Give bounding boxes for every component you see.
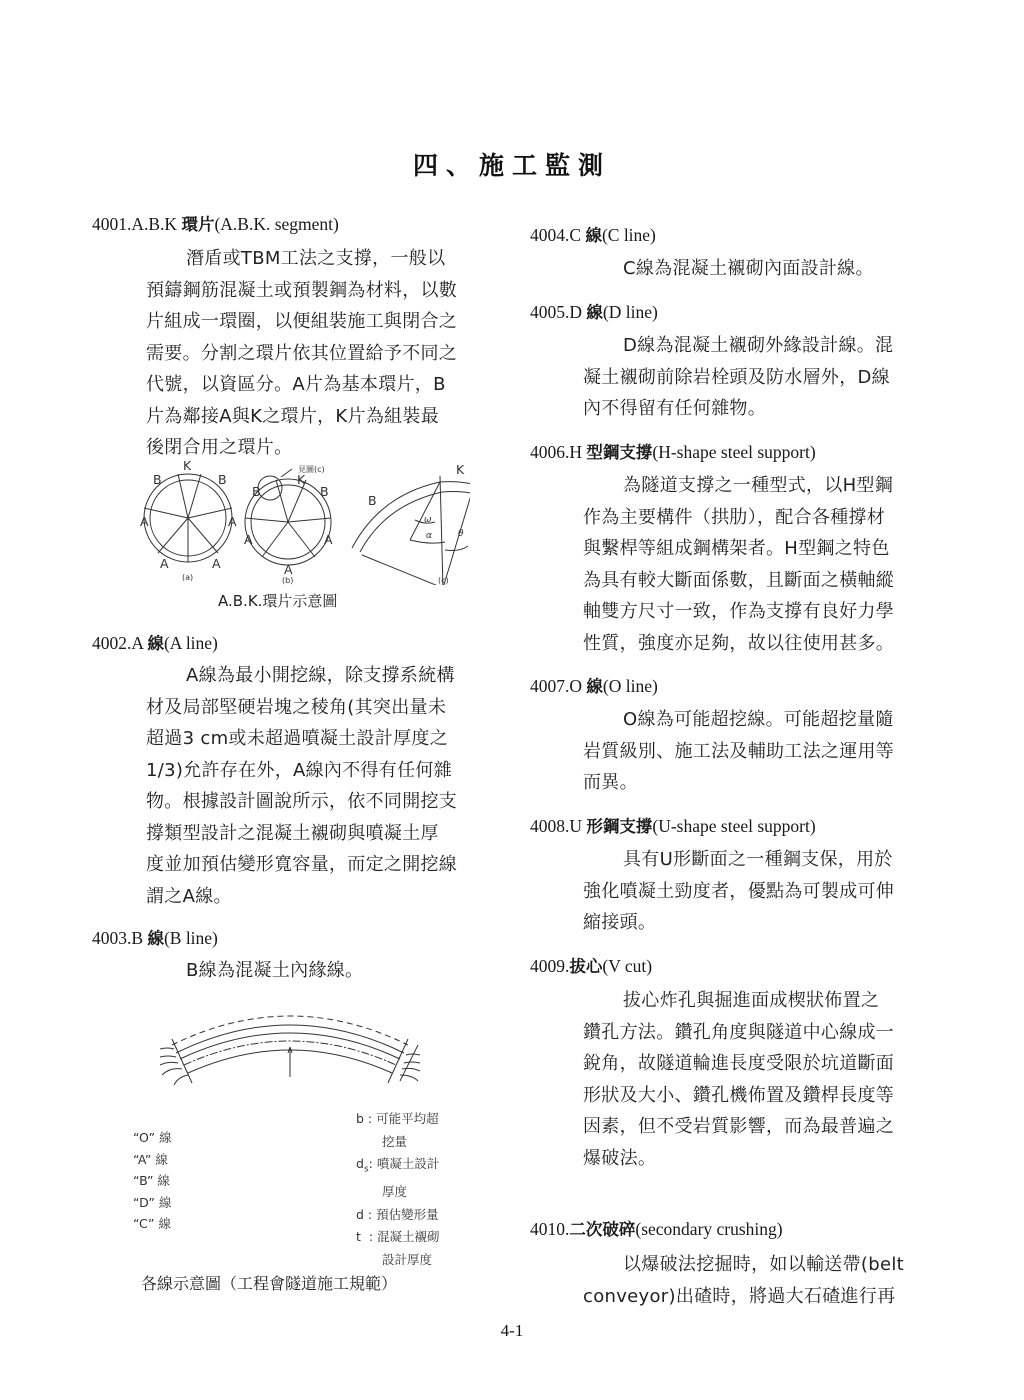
entry-code: 4002.A — [92, 633, 144, 653]
label-theta: θ — [458, 529, 464, 539]
symbol-letter: d — [356, 1206, 364, 1222]
entry-body-4001 — [146, 243, 457, 464]
entry-body-4005 — [583, 330, 893, 425]
body-line: 潛盾或TBM工法之支撐，一般以 — [186, 248, 446, 269]
body-line: 而異。 — [583, 772, 638, 793]
body-line: 片組成一環圈，以便組裝施工與閉合之 — [146, 311, 458, 332]
label-a: A — [160, 556, 169, 571]
entry-heading-4010 — [530, 1216, 783, 1240]
symbol-desc: 預估變形量 — [376, 1206, 439, 1222]
symbol-desc-cont: 厚度 — [382, 1184, 408, 1199]
legend-o-line: “O” 線 — [133, 1130, 172, 1145]
symbol-letter: d — [356, 1156, 364, 1171]
entry-term-zh: 形鋼支撐 — [586, 817, 653, 836]
body-line: 謂之A線。 — [146, 885, 232, 907]
body-line: 以爆破法挖掘時，如以輸送帶(belt — [623, 1254, 904, 1275]
symbol-legend — [356, 1108, 440, 1271]
entry-term-zh: 環片 — [181, 215, 215, 234]
entry-code: 4005.D — [530, 302, 583, 322]
label-a: A — [324, 532, 333, 547]
label-a: A — [212, 556, 221, 571]
body-line: O線為可能超挖線。可能超挖量隨 — [623, 709, 894, 730]
entry-heading-4006 — [530, 439, 816, 463]
body-line: 材及局部堅硬岩塊之稜角(其突出量未 — [146, 696, 447, 718]
entry-code: 4001.A.B.K — [92, 214, 178, 234]
symbol-ds: $d_s$: 噴凝土設計 — [356, 1156, 440, 1175]
symbol-desc-cont: 設計厚度 — [382, 1251, 433, 1267]
body-line: 鑽孔方法。鑽孔角度與隧道中心線成一 — [583, 1021, 895, 1043]
label-k: K — [456, 462, 465, 477]
symbol-desc: 可能平均超 — [376, 1111, 439, 1126]
entry-code: 4010. — [530, 1219, 570, 1239]
body-line: 縮接頭。 — [583, 912, 657, 933]
entry-code: 4003.B — [92, 928, 144, 948]
body-line: 需要。分割之環片依其位置給予不同之 — [146, 342, 458, 364]
label-a: A — [228, 514, 237, 529]
entry-code: 4007.O — [530, 676, 583, 696]
see-figure-c-note: 見圖(c) — [298, 465, 325, 474]
page-number: 4-1 — [500, 1321, 524, 1340]
body-line: 因素，但不受岩質影響，而為最普遍之 — [583, 1116, 895, 1137]
entry-heading-4003 — [92, 925, 218, 949]
entry-code: 4004.C — [530, 225, 582, 245]
entry-term-en: (secondary crushing) — [635, 1219, 783, 1239]
symbol-subscript: s — [363, 1164, 369, 1175]
body-line: 作為主要構件（拱肋），配合各種撐材 — [583, 506, 886, 528]
body-line: 爆破法。 — [583, 1147, 657, 1169]
entry-heading-4008 — [530, 813, 816, 837]
body-line: 岩質級別、施工法及輔助工法之運用等 — [583, 740, 895, 762]
body-line: 物。根據設計圖說所示，依不同開挖支 — [146, 791, 458, 812]
entry-term-en: (C line) — [601, 225, 656, 245]
body-line: 銳角，故隧道輪進長度受限於坑道斷面 — [583, 1053, 895, 1074]
label-omega: ω — [424, 515, 432, 525]
entry-body-4007 — [583, 704, 894, 799]
body-line: 超過3 cm或未超過噴凝土設計厚度之 — [146, 728, 449, 749]
symbol-desc-cont: 挖量 — [382, 1133, 408, 1149]
body-line: 度並加預估變形寬容量，而定之開挖線 — [146, 854, 458, 875]
body-line: 為具有較大斷面係數，且斷面之橫軸縱 — [583, 569, 895, 591]
entry-term-en: (O line) — [602, 676, 658, 696]
body-line: conveyor)出碴時，將過大石碴進行再 — [583, 1285, 896, 1307]
legend-a-line: “A” 線 — [133, 1151, 168, 1167]
body-line: 形狀及大小、鑽孔機佈置及鑽桿長度等 — [583, 1084, 895, 1106]
entry-code: 4006.H — [530, 442, 583, 462]
body-line: 後閉合用之環片。 — [146, 437, 293, 458]
line-type-legend — [133, 1127, 172, 1235]
entry-code: 4009. — [530, 956, 570, 976]
entry-term-zh: 二次破碎 — [569, 1220, 636, 1239]
entry-body-4009 — [583, 985, 894, 1174]
abk-segment-figure — [140, 460, 470, 585]
entry-term-en: (V cut) — [602, 956, 653, 976]
symbol-desc: 噴凝土設計 — [376, 1156, 440, 1171]
body-line: 代號，以資區分。A片為基本環片，B — [146, 374, 446, 395]
entry-body-4006 — [583, 470, 894, 659]
body-line: 內不得留有任何雜物。 — [583, 398, 766, 419]
entry-term-en: (H-shape steel support) — [652, 442, 816, 462]
body-line: 與繫桿等組成鋼構架者。H型鋼之特色 — [583, 538, 890, 559]
page-title: 四、施工監測 — [412, 153, 611, 180]
entry-heading-4001 — [92, 211, 339, 235]
entry-body-4002 — [146, 660, 457, 912]
symbol-letter: b — [356, 1111, 364, 1126]
entry-heading-4009 — [530, 953, 652, 977]
body-line: 性質，強度亦足夠，故以往使用甚多。 — [583, 632, 895, 654]
entry-term-zh: 型鋼支撐 — [586, 443, 653, 462]
body-line: C線為混凝土襯砌內面設計線。 — [623, 258, 874, 279]
entry-term-zh: 拔心 — [569, 957, 603, 976]
legend-c-line: “C” 線 — [133, 1216, 171, 1231]
symbol-desc: 混凝土襯砌 — [377, 1229, 440, 1244]
body-line: 為隧道支撐之一種型式，以H型鋼 — [623, 475, 894, 496]
entry-heading-4004 — [530, 222, 656, 246]
label-k: K — [183, 460, 192, 473]
label-b: B — [320, 484, 329, 499]
entry-heading-4007 — [530, 673, 658, 697]
entry-term-en: (D line) — [602, 302, 658, 322]
body-line: 軸雙方尺寸一致，作為支撐有良好力學 — [583, 601, 895, 622]
entry-term-zh: 線 — [147, 929, 164, 948]
entry-term-zh: 線 — [586, 303, 603, 322]
body-line: B線為混凝土內緣線。 — [186, 960, 364, 981]
symbol-d: d : 預估變形量 — [356, 1206, 439, 1222]
label-b: B — [368, 493, 377, 508]
body-line: A線為最小開挖線，除支撐系統構 — [186, 665, 455, 686]
body-line: 強化噴凝土勁度者，優點為可製成可伸 — [583, 880, 895, 902]
abk-figure-caption: A.B.K.環片示意圖 — [218, 592, 338, 610]
legend-b-line: “B” 線 — [133, 1173, 170, 1188]
ring-diagram-a — [144, 474, 232, 562]
subfigure-label-a: (a) — [182, 573, 194, 582]
excavation-lines-figure — [160, 1005, 420, 1085]
label-a: A — [244, 532, 253, 547]
entry-term-en: (U-shape steel support) — [652, 816, 816, 836]
subfigure-label-b: (b) — [282, 576, 294, 585]
body-line: D線為混凝土襯砌外緣設計線。混 — [623, 335, 894, 356]
body-line: 凝土襯砌前除岩栓頭及防水層外，D線 — [583, 366, 890, 388]
body-line: 具有U形斷面之一種鋼支保，用於 — [623, 849, 893, 870]
entry-term-en: (A.B.K. segment) — [214, 214, 339, 234]
entry-term-zh: 線 — [585, 226, 602, 245]
entry-body-4004 — [583, 253, 874, 285]
entry-term-zh: 線 — [147, 634, 164, 653]
entry-term-en: (B line) — [163, 928, 218, 948]
body-line: 撐類型設計之混凝土襯砌與噴凝土厚 — [146, 822, 439, 844]
body-line: 片為鄰接A與K之環片，K片為組裝最 — [146, 405, 440, 427]
symbol-letter: t — [356, 1229, 361, 1244]
entry-code: 4008.U — [530, 816, 583, 836]
entry-term-en: (A line) — [163, 633, 218, 653]
symbol-b: b : 可能平均超 — [356, 1111, 439, 1126]
body-line: 預鑄鋼筋混凝土或預製鋼為材料，以數 — [146, 279, 458, 301]
body-line: 拔心炸孔與掘進面成楔狀佈置之 — [623, 990, 880, 1011]
label-b: B — [153, 472, 162, 487]
label-a: A — [140, 514, 149, 529]
label-b: B — [252, 484, 261, 499]
entry-body-4010 — [583, 1249, 904, 1312]
label-b: B — [218, 472, 227, 487]
symbol-t: t : 混凝土襯砌 — [356, 1229, 440, 1244]
label-a: A — [284, 562, 293, 577]
entry-body-4008 — [583, 844, 894, 939]
label-k: K — [297, 472, 306, 487]
entry-heading-4002 — [92, 630, 218, 654]
entry-heading-4005 — [530, 299, 658, 323]
legend-d-line: “D” 線 — [133, 1194, 172, 1210]
body-line: 1/3)允許存在外，A線內不得有任何雜 — [146, 759, 453, 781]
entry-term-zh: 線 — [586, 677, 603, 696]
label-alpha: α — [426, 531, 432, 541]
entry-body-4003 — [146, 955, 363, 987]
subfigure-label-c: (c) — [438, 576, 449, 585]
lines-figure-caption: 各線示意圖（工程會隧道施工規範） — [141, 1274, 398, 1293]
